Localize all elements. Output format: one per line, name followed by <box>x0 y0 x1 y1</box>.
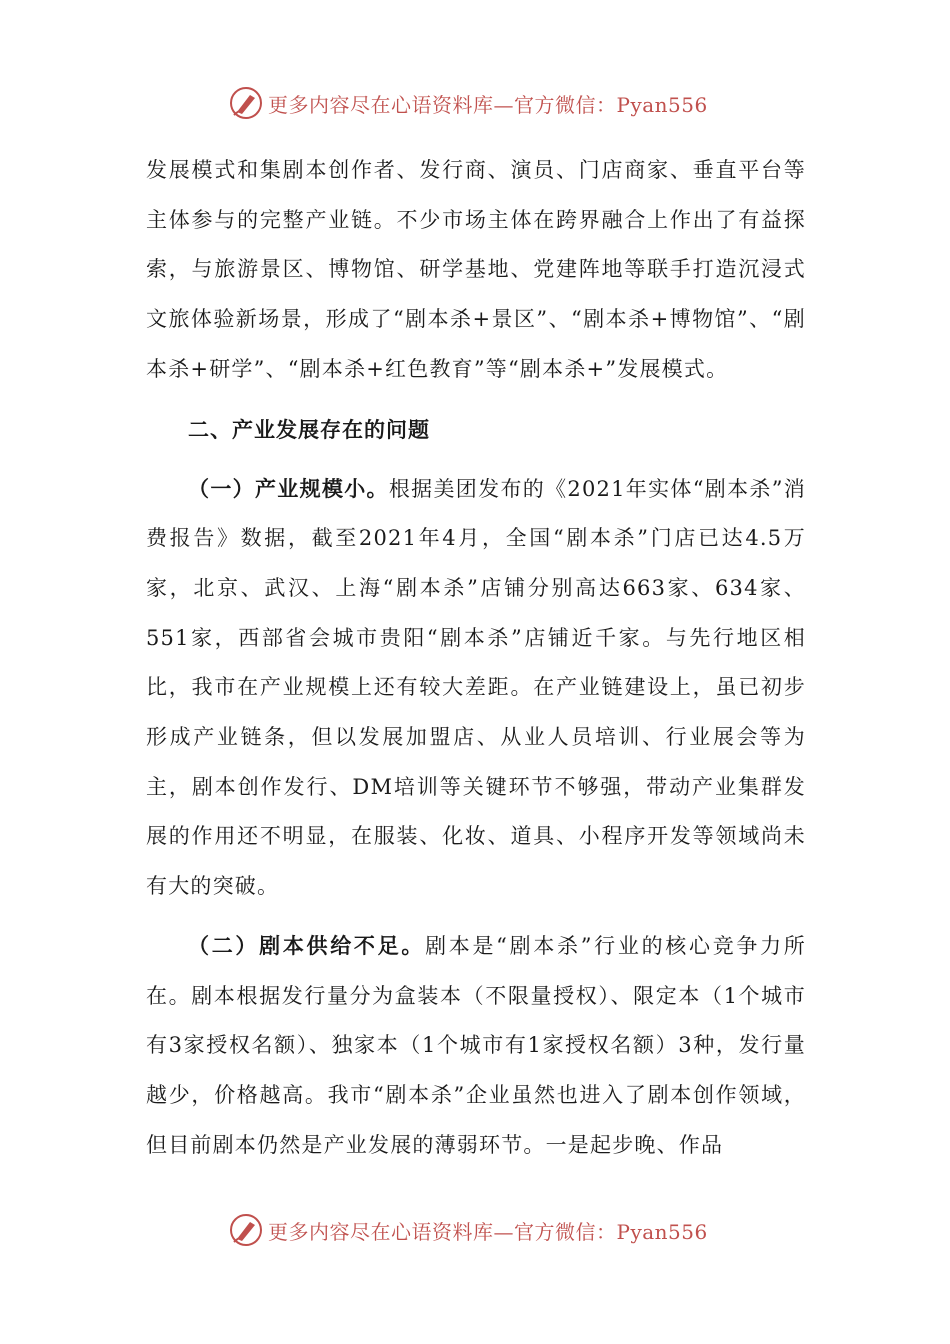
pen-nib-logo-icon <box>228 1212 264 1248</box>
pen-nib-logo-icon <box>228 85 264 121</box>
paragraph-lead: （二）剧本供给不足。 <box>188 933 426 958</box>
document-body <box>146 146 806 1170</box>
header-banner <box>228 83 708 123</box>
paragraph-text: 根据美团发布的《2021年实体“剧本杀”消费报告》数据，截至2021年4月，全国“剧本杀”门店已达4.5万家，北京、武汉、上海“剧本杀”店铺分别高达663家、634家、551家，西部省会城市贵阳“剧本杀”店铺近千家。与先行地区相比，我市在产业规模上还有较大差距。在产业链建设上，虽已初步形成产业链条，但以发展加盟店、从业人员培训、行业展会等为主，剧本创作发行、DM培训等关键环节不够强，带动产业集群发展的作用还不明显，在服装、化妆、道具、小程序开发等领域尚未有大的突破。 <box>146 476 806 899</box>
footer-banner <box>228 1210 708 1250</box>
banner-text: 更多内容尽在心语资料库—官方微信：Pyan556 <box>268 1219 708 1244</box>
banner-text: 更多内容尽在心语资料库—官方微信：Pyan556 <box>268 92 708 117</box>
paragraph <box>146 465 806 912</box>
paragraph-lead: （一）产业规模小。 <box>188 476 389 501</box>
section-heading: 二、产业发展存在的问题 <box>188 417 430 442</box>
paragraph-text: 剧本是“剧本杀”行业的核心竞争力所在。剧本根据发行量分为盒装本（不限量授权）、限定本（1个城市有3家授权名额）、独家本（1个城市有1家授权名额）3种，发行量越少，价格越高。我市“剧本杀”企业虽然也进入了剧本创作领域，但目前剧本仍然是产业发展的薄弱环节。一是起步晚、作品 <box>146 933 807 1157</box>
paragraph: 发展模式和集剧本创作者、发行商、演员、门店商家、垂直平台等主体参与的完整产业链。不少市场主体在跨界融合上作出了有益探索，与旅游景区、博物馆、研学基地、党建阵地等联手打造沉浸式文旅体验新场景，形成了“剧本杀+景区”、“剧本杀+博物馆”、“剧本杀+研学”、“剧本杀+红色教育”等“剧本杀+”发展模式。 <box>146 158 806 381</box>
paragraph <box>146 922 806 1171</box>
